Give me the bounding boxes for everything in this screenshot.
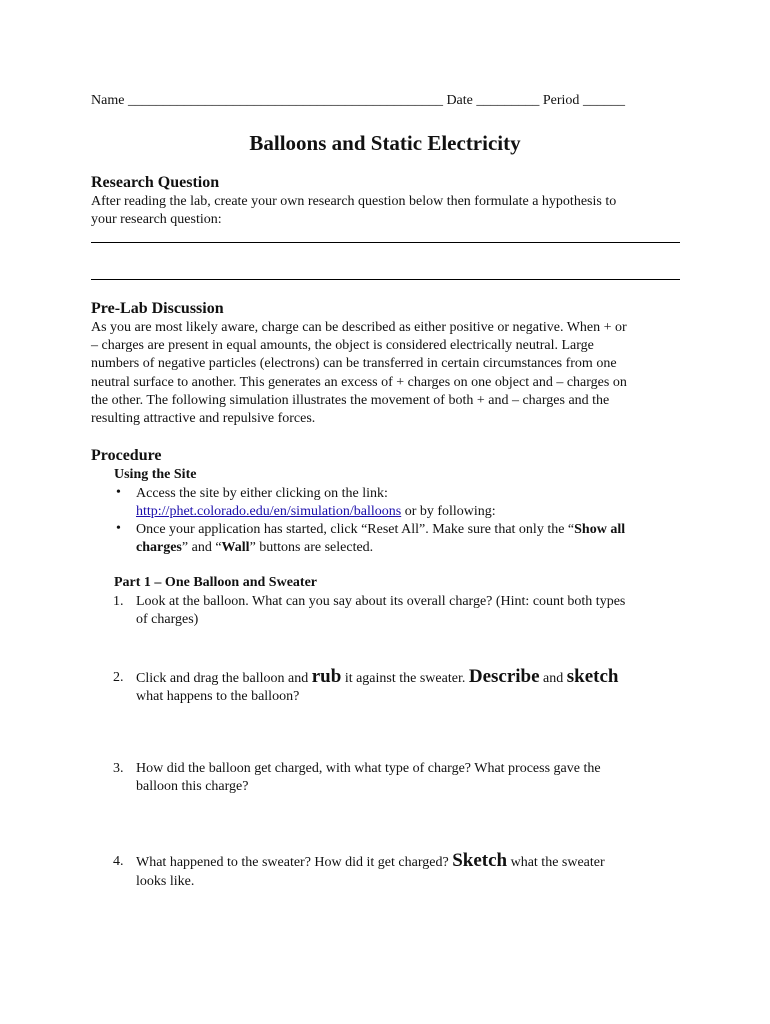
q1-number: 1. [113,594,124,609]
header-line [91,92,625,110]
bullet-glyph: • [116,521,121,536]
q2-rub: rub [311,666,342,687]
procedure-heading: Procedure [91,447,162,464]
show-all-label: Show all [574,522,626,537]
q3-number: 3. [113,761,124,776]
charges-label: charges [136,540,182,555]
q4-text: What happened to the sweater? How did it get charged? [136,855,453,870]
q2-text: and [539,671,567,686]
q1-line1: Look at the balloon. What can you say about its overall charge? (Hint: count both types [136,594,626,609]
part1-heading: Part 1 – One Balloon and Sweater [114,575,317,590]
q2-text: Click and drag the balloon and [136,671,312,686]
answer-line[interactable] [91,242,680,243]
period-blank[interactable]: ______ [582,93,625,108]
prelab-line: – charges are present in equal amounts, the object is considered electrically neutral. Large [91,338,594,354]
name-label: Name [91,93,125,108]
answer-line[interactable] [91,279,680,280]
q2-sketch: sketch [566,666,619,687]
prelab-line: neutral surface to another. This generates an excess of + charges on one object and – charges on [91,374,627,390]
bullet2-line1 [136,521,625,539]
bullet1-after: or by following: [401,504,496,519]
q2-line2: what happens to the balloon? [136,689,300,704]
period-label: Period [542,93,580,108]
prelab-line: the other. The following simulation illustrates the movement of both + and – charges and the [91,392,610,408]
q4-number: 4. [113,854,124,869]
research-text-line-1: After reading the lab, create your own research question below then formulate a hypothesis to [91,194,617,209]
bullet2-text: Once your application has started, click “Reset All”. Make sure that only the “ [136,522,575,537]
q4-sketch: Sketch [452,850,508,871]
q4-text: what the sweater [507,855,605,870]
prelab-heading: Pre-Lab Discussion [91,300,224,317]
bullet2-text: ” and “ [181,540,222,555]
prelab-line: As you are most likely aware, charge can be described as either positive or negative. When + or [91,320,627,335]
prelab-line: resulting attractive and repulsive forces. [91,411,316,427]
q4-line2: looks like. [136,874,195,889]
research-heading: Research Question [91,174,220,191]
q3-line2: balloon this charge? [136,779,249,794]
prelab-line: numbers of negative particles (electrons) can be transferred in certain circumstances from one [91,356,617,372]
q2-text: it against the sweater. [341,671,469,686]
q1-line2: of charges) [136,612,199,627]
procedure-subheading: Using the Site [114,467,197,482]
bullet-glyph: • [116,485,121,500]
bullet2-line2 [136,539,373,557]
phet-link[interactable]: http://phet.colorado.edu/en/simulation/balloons [136,504,402,519]
date-blank[interactable]: _________ [476,93,540,108]
wall-label: Wall [221,540,250,555]
research-text-line-2: your research question: [91,212,222,227]
q2-describe: Describe [468,666,540,687]
page-title: Balloons and Static Electricity [249,131,521,155]
q3-line1: How did the balloon get charged, with what type of charge? What process gave the [136,761,601,776]
bullet2-text: ” buttons are selected. [249,540,374,555]
date-label: Date [446,93,473,108]
name-blank[interactable]: _____________________________________________ [127,93,443,108]
q4-line1 [136,848,605,876]
bullet1-line1: Access the site by either clicking on the link: [136,486,388,501]
bullet1-line2 [136,503,496,521]
q2-number: 2. [113,670,124,685]
prelab-paragraph [91,319,681,428]
